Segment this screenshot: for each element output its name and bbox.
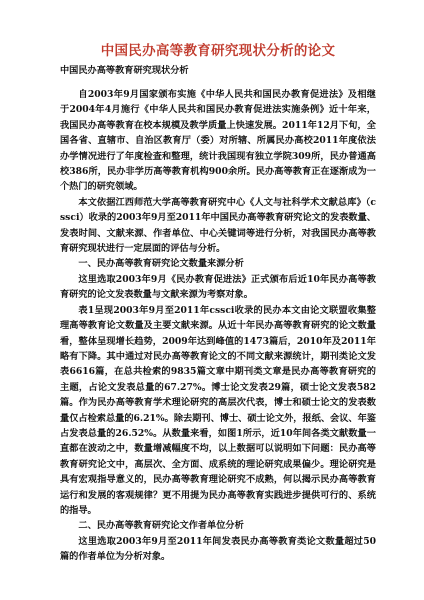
paragraph: 这里选取2003年9月至2011年间发表民办高等教育类论文数量超过50篇的作者单位为分析对象。 (60, 535, 376, 563)
section-heading: 一、民办高等教育研究论文数量来源分析 (78, 258, 244, 270)
paragraph: 本文依据江西师范大学高等教育研究中心《人文与社科学术文献总库》（cssci）收录的2003年9月至2011年中国民办高等教育研究论文的发表数量、发表时间、文献来源、作者单位、中心关键词等进行分析，对我国民办高等教育研究现状进行一定层面的评估与分析。 (60, 196, 376, 255)
section-heading: 二、民办高等教育研究论文作者单位分析 (78, 520, 244, 532)
paragraph: 这里选取2003年9月《民办教育促进法》正式颁布后近10年民办高等教育研究的论文发表数量与文献来源为考察对象。 (60, 273, 376, 301)
paragraph: 表1呈现2003年9月至2011年cssci收录的民办本文由论文联盟收集整理高等教育论文数量及主要文献来源。从近十年民办高等教育研究的论文数量看，整体呈现增长趋势，2009年达到峰值的1473篇后，2010年及2011年略有下降。其中通过对民办高等教育论文的不同文献来源统计，期刊类论文发表6616篇，在总共检索的9835篇文章中期刊类文章是民办高等教育研究的主题，占论文发表总量的67.27%。博士论文发表29篇，硕士论文发表582篇。作为民办高等教育学术理论研究的高层次代表，博士和硕士论文的发表数量仅占检索总量的6.21%。除去期刊、博士、硕士论文外，报纸、会议、年鉴占发表总量的26.52%。从数量来看，如图1所示，近10年间各类文献数量一直都在波动之中，数量增减幅度不均，以上数据可以说明如下问题：民办高等教育研究论文中，高层次、全方面、成系统的理论研究成果偏少。理论研究是具有宏观指导意义的，民办高等教育理论研究不成熟，何以揭示民办高等教育运行和发展的客观规律？更不用提为民办高等教育实践进步提供可行的、系统的指导。 (60, 304, 376, 516)
document-title: 中国民办高等教育研究现状分析的论文 (100, 43, 336, 59)
document-subtitle: 中国民办高等教育研究现状分析 (60, 65, 189, 76)
paragraph: 自2003年9月国家颁布实施《中华人民共和国民办教育促进法》及相继于2004年4月施行《中华人民共和国民办教育促进法实施条例》近十年来，我国民办高等教育在校本规模及教学质量上快速发展。2011年12月下旬，全国各省、直辖市、自治区教育厅（委）对所辖、所属民办高校2011年度依法办学情况进行了年度检查和整理，统计我国现有独立学院309所，民办普通高校386所，民办非学历高等教育机构900余所。民办高等教育正在逐渐成为一个热门的研究领域。 (60, 89, 376, 193)
document-body (60, 87, 376, 565)
